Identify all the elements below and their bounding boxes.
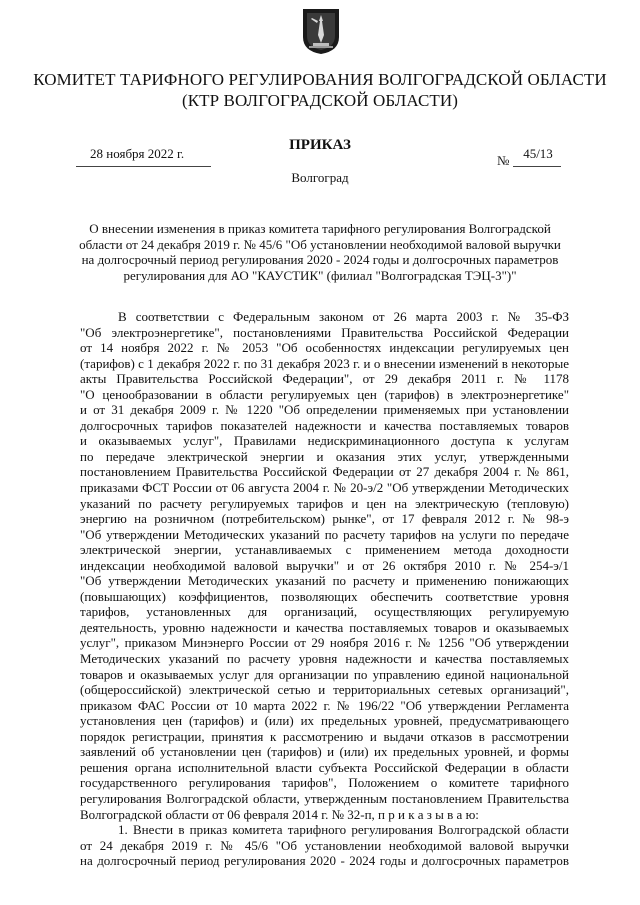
- order-date: 28 ноября 2022 г.: [90, 146, 185, 161]
- body-line: от 14 ноября 2022 г. № 2053 "Об особенностях индексации регулируемых цен: [80, 340, 569, 356]
- subject-line: на долгосрочный период регулирования 2020 - 2024 годы и долгосрочных параметров: [81, 252, 559, 268]
- body-line: и оказываемых услуг", Правилами недискриминационного доступа к услугам: [80, 433, 569, 449]
- body-line: электрической энергии, устанавливаемых с применением метода доходности: [80, 542, 569, 558]
- clause-line: от 24 декабря 2019 г. № 45/6 "Об установлении необходимой валовой выручки: [80, 837, 569, 853]
- body-line: указаний по расчету регулируемых тарифов и цен на электрическую (тепловую): [80, 495, 569, 511]
- organization-short-name: (КТР ВОЛГОГРАДСКОЙ ОБЛАСТИ): [181, 91, 459, 110]
- clause-line: на долгосрочный период регулирования 2020 - 2024 годы и долгосрочных параметров: [80, 853, 569, 869]
- body-line: долгосрочных тарифов показателей надежности и качества поставляемых товаров: [80, 417, 569, 433]
- subject-line: области от 24 декабря 2019 г. № 45/6 "Об установлении необходимой валовой выручки: [79, 236, 561, 252]
- subject-line: регулирования для АО "КАУСТИК" (филиал "Волгоградская ТЭЦ-3")": [123, 267, 517, 283]
- number-underline: [513, 166, 561, 167]
- body-line: товаров и оказываемых услуг для организации по управлению единой национальной: [80, 666, 569, 682]
- order-body: [80, 309, 569, 869]
- body-line: постановлением Правительства Российской Федерации от 27 декабря 2004 г. № 861,: [80, 464, 569, 480]
- body-line: (общероссийской) электрической сетью и территориальных сетевых организаций",: [80, 682, 569, 698]
- body-line: (повышающих) коэффициентов, позволяющих обеспечить соответствие уровня: [80, 588, 569, 604]
- body-line: государственного регулирования тарифов", Положением о комитете тарифного: [80, 775, 569, 791]
- city-name: Волгоград: [291, 170, 349, 185]
- order-number-label: №: [497, 153, 510, 168]
- body-line: установления цен (тарифов) и (или) их предельных уровней, предусматривающего: [80, 713, 569, 729]
- coat-of-arms-icon: [301, 7, 341, 55]
- order-subject: [60, 221, 580, 283]
- body-line: деятельность, уровню надежности и качества поставляемых товаров и оказываемых: [80, 619, 569, 635]
- body-line: В соответствии с Федеральным законом от 26 марта 2003 г. № 35-ФЗ: [118, 309, 569, 324]
- body-line: приказом ФАС России от 10 марта 2022 г. № 196/22 "Об утверждении Регламента: [80, 697, 569, 713]
- organization-name: КОМИТЕТ ТАРИФНОГО РЕГУЛИРОВАНИЯ ВОЛГОГРАДСКОЙ ОБЛАСТИ: [33, 70, 607, 89]
- body-line: "Об утверждении Методических указаний по расчету и применению понижающих: [80, 573, 569, 589]
- body-line: индексации необходимой валовой выручки" и от 26 октября 2010 г. № 254-э/1: [80, 557, 569, 573]
- body-line: "Об утверждении Методических указаний по расчету тарифов на услуги по передаче: [80, 526, 569, 542]
- body-line: регулирования Волгоградской области, утвержденным постановлением Правительства: [80, 790, 569, 806]
- clause-line: 1. Внести в приказ комитета тарифного регулирования Волгоградской области: [118, 822, 569, 838]
- body-line: "О ценообразовании в области регулируемых цен (тарифов) в электроэнергетике": [80, 386, 569, 402]
- body-line: энергию на розничном (потребительском) рынке", от 17 февраля 2012 г. № 98-э: [80, 511, 569, 527]
- body-line: Методических указаний по расчету уровня надежности и качества поставляемых: [80, 651, 569, 667]
- body-line: заявлений об установлении цен (тарифов) и (или) их предельных уровней, и формы: [80, 744, 569, 760]
- body-line: "Об электроэнергетике", постановлениями Правительства Российской Федерации: [80, 324, 569, 340]
- body-line: приказами ФСТ России от 06 августа 2004 г. № 20-э/2 "Об утверждении Методических: [80, 480, 569, 496]
- body-line: акты Правительства Российской Федерации", от 29 декабря 2011 г. № 1178: [80, 371, 569, 387]
- body-line: услуг", приказом Минэнерго России от 29 ноября 2016 г. № 1256 "Об утверждении: [80, 635, 569, 651]
- body-line: решения органа исполнительной власти субъекта Российской Федерации в области: [80, 759, 569, 775]
- body-line: Волгоградской области от 06 февраля 2014 г. № 32-п, п р и к а з ы в а ю:: [80, 806, 479, 822]
- body-line: тарифов, установленных для организаций, осуществляющих регулируемую: [80, 604, 569, 620]
- date-underline: [76, 166, 211, 167]
- body-line: порядок регистрации, принятия к рассмотрению и выдачи отказов в рассмотрении: [80, 728, 569, 744]
- order-number: 45/13: [523, 146, 553, 161]
- subject-line: О внесении изменения в приказ комитета тарифного регулирования Волгоградской: [89, 221, 551, 236]
- body-line: и от 31 декабря 2009 г. № 1220 "Об определении применяемых при установлении: [80, 402, 569, 418]
- document-type-title: ПРИКАЗ: [289, 137, 351, 153]
- body-line: (тарифов) с 1 декабря 2022 г. по 31 декабря 2023 г. и о внесении изменений в некоторые: [80, 355, 569, 371]
- body-line: по передаче электрической энергии и оказания этих услуг, утвержденными: [80, 448, 569, 464]
